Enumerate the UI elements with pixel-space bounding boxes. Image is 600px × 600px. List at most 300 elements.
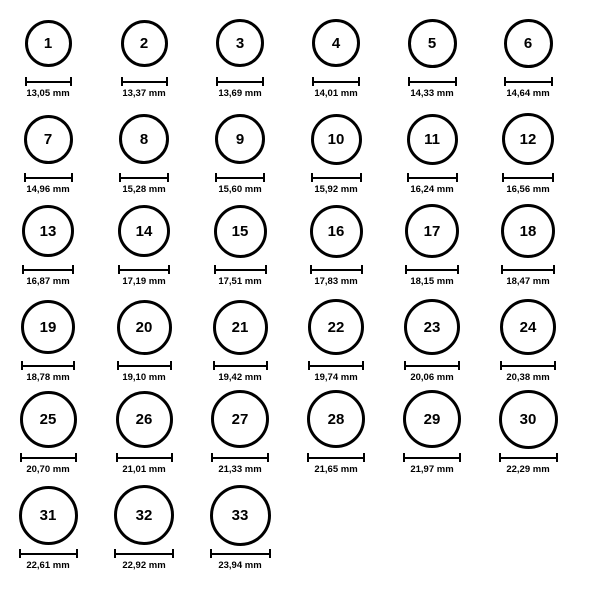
ring-size-cell bbox=[192, 12, 288, 99]
diameter-measure-bar bbox=[404, 361, 460, 370]
diameter-value-label: 21,01 mm bbox=[122, 464, 166, 475]
ring-circle-icon bbox=[210, 485, 271, 546]
ring-circle-wrap bbox=[403, 388, 461, 450]
ring-size-cell bbox=[288, 108, 384, 195]
measure-tick-right bbox=[552, 173, 554, 182]
measure-line bbox=[502, 177, 554, 179]
ring-size-cell bbox=[0, 484, 96, 571]
ring-size-label: 15 bbox=[231, 222, 249, 240]
measure-line bbox=[21, 365, 75, 367]
ring-circle-icon bbox=[407, 114, 458, 165]
ring-circle-icon bbox=[310, 205, 363, 258]
ring-size-cell bbox=[96, 296, 192, 383]
ring-circle-wrap bbox=[24, 108, 73, 170]
ring-size-label: 17 bbox=[423, 222, 441, 240]
measure-tick-left bbox=[213, 361, 215, 370]
diameter-value-label: 15,92 mm bbox=[314, 184, 358, 195]
diameter-value-label: 20,70 mm bbox=[26, 464, 70, 475]
ring-size-label: 25 bbox=[39, 410, 57, 428]
diameter-value-label: 13,05 mm bbox=[26, 88, 70, 99]
diameter-measure-bar bbox=[403, 453, 461, 462]
ring-circle-icon bbox=[21, 300, 75, 354]
ring-size-cell bbox=[288, 296, 384, 383]
ring-size-cell bbox=[192, 200, 288, 287]
ring-circle-icon bbox=[20, 391, 77, 448]
ring-circle-icon bbox=[408, 19, 457, 68]
ring-size-cell bbox=[96, 388, 192, 475]
measure-line bbox=[215, 177, 265, 179]
diameter-value-label: 17,19 mm bbox=[122, 276, 166, 287]
diameter-value-label: 22,29 mm bbox=[506, 464, 550, 475]
ring-circle-icon bbox=[118, 205, 170, 257]
measure-line bbox=[24, 177, 73, 179]
diameter-value-label: 20,06 mm bbox=[410, 372, 454, 383]
ring-size-label: 11 bbox=[424, 130, 440, 148]
measure-line bbox=[19, 553, 78, 555]
diameter-value-label: 18,15 mm bbox=[410, 276, 454, 287]
diameter-measure-bar bbox=[21, 361, 75, 370]
diameter-value-label: 20,38 mm bbox=[506, 372, 550, 383]
measure-tick-right bbox=[263, 173, 265, 182]
diameter-measure-bar bbox=[215, 173, 265, 182]
ring-circle-icon bbox=[114, 485, 174, 545]
diameter-measure-bar bbox=[121, 77, 168, 86]
ring-circle-icon bbox=[19, 486, 78, 545]
diameter-measure-bar bbox=[407, 173, 458, 182]
measure-line bbox=[404, 365, 460, 367]
ring-size-cell bbox=[480, 12, 576, 99]
measure-tick-left bbox=[307, 453, 309, 462]
measure-line bbox=[499, 457, 558, 459]
ring-circle-wrap bbox=[312, 12, 360, 74]
diameter-value-label: 18,47 mm bbox=[506, 276, 550, 287]
measure-line bbox=[211, 457, 269, 459]
measure-tick-left bbox=[408, 77, 410, 86]
ring-size-cell bbox=[384, 108, 480, 195]
ring-circle-wrap bbox=[408, 12, 457, 74]
ring-circle-wrap bbox=[210, 484, 271, 546]
diameter-measure-bar bbox=[308, 361, 364, 370]
ring-size-label: 7 bbox=[43, 130, 53, 148]
ring-size-label: 8 bbox=[139, 130, 149, 148]
diameter-value-label: 22,61 mm bbox=[26, 560, 70, 571]
ring-row bbox=[0, 200, 600, 287]
measure-tick-left bbox=[308, 361, 310, 370]
ring-size-label: 26 bbox=[135, 410, 153, 428]
ring-row bbox=[0, 12, 600, 99]
ring-circle-wrap bbox=[20, 388, 77, 450]
measure-tick-right bbox=[358, 77, 360, 86]
ring-circle-wrap bbox=[308, 296, 364, 358]
ring-size-cell bbox=[96, 484, 192, 571]
ring-circle-wrap bbox=[502, 108, 554, 170]
diameter-value-label: 19,10 mm bbox=[122, 372, 166, 383]
ring-size-cell bbox=[288, 200, 384, 287]
ring-circle-wrap bbox=[114, 484, 174, 546]
ring-row bbox=[0, 296, 600, 383]
ring-size-label: 29 bbox=[423, 410, 441, 428]
measure-tick-right bbox=[554, 361, 556, 370]
diameter-value-label: 15,60 mm bbox=[218, 184, 262, 195]
measure-tick-left bbox=[311, 173, 313, 182]
measure-tick-left bbox=[114, 549, 116, 558]
ring-circle-icon bbox=[405, 204, 459, 258]
ring-size-cell bbox=[384, 388, 480, 475]
ring-circle-icon bbox=[502, 113, 554, 165]
ring-size-cell bbox=[384, 296, 480, 383]
ring-circle-wrap bbox=[215, 108, 265, 170]
ring-size-label: 19 bbox=[39, 318, 57, 336]
diameter-measure-bar bbox=[501, 265, 555, 274]
diameter-measure-bar bbox=[119, 173, 169, 182]
ring-circle-wrap bbox=[213, 296, 268, 358]
diameter-measure-bar bbox=[19, 549, 78, 558]
measure-tick-right bbox=[73, 361, 75, 370]
measure-tick-right bbox=[360, 173, 362, 182]
ring-circle-wrap bbox=[311, 108, 362, 170]
measure-tick-left bbox=[404, 361, 406, 370]
measure-line bbox=[22, 269, 74, 271]
measure-line bbox=[407, 177, 458, 179]
measure-tick-left bbox=[119, 173, 121, 182]
diameter-value-label: 19,42 mm bbox=[218, 372, 262, 383]
ring-size-label: 33 bbox=[231, 506, 249, 524]
ring-size-label: 24 bbox=[519, 318, 537, 336]
ring-row bbox=[0, 484, 600, 571]
measure-line bbox=[213, 365, 268, 367]
diameter-value-label: 16,24 mm bbox=[410, 184, 454, 195]
measure-tick-left bbox=[25, 77, 27, 86]
ring-size-label: 23 bbox=[423, 318, 441, 336]
ring-size-cell bbox=[192, 484, 288, 571]
measure-tick-right bbox=[262, 77, 264, 86]
diameter-measure-bar bbox=[24, 173, 73, 182]
ring-size-cell bbox=[480, 296, 576, 383]
ring-size-cell bbox=[480, 108, 576, 195]
ring-circle-wrap bbox=[211, 388, 269, 450]
diameter-value-label: 18,78 mm bbox=[26, 372, 70, 383]
measure-tick-left bbox=[117, 361, 119, 370]
ring-size-cell bbox=[192, 296, 288, 383]
diameter-value-label: 14,64 mm bbox=[506, 88, 550, 99]
ring-circle-icon bbox=[501, 204, 555, 258]
diameter-value-label: 21,33 mm bbox=[218, 464, 262, 475]
measure-line bbox=[121, 81, 168, 83]
diameter-value-label: 17,83 mm bbox=[314, 276, 358, 287]
measure-tick-left bbox=[501, 265, 503, 274]
diameter-value-label: 13,69 mm bbox=[218, 88, 262, 99]
ring-size-cell bbox=[0, 200, 96, 287]
diameter-value-label: 16,56 mm bbox=[506, 184, 550, 195]
measure-tick-right bbox=[361, 265, 363, 274]
diameter-value-label: 21,97 mm bbox=[410, 464, 454, 475]
ring-circle-wrap bbox=[214, 200, 267, 262]
measure-line bbox=[311, 177, 362, 179]
measure-line bbox=[500, 365, 556, 367]
measure-tick-left bbox=[502, 173, 504, 182]
diameter-value-label: 23,94 mm bbox=[218, 560, 262, 571]
ring-circle-icon bbox=[312, 19, 360, 67]
ring-circle-icon bbox=[121, 20, 168, 67]
diameter-measure-bar bbox=[117, 361, 172, 370]
ring-size-label: 4 bbox=[331, 34, 341, 52]
ring-size-cell bbox=[384, 12, 480, 99]
ring-circle-icon bbox=[117, 300, 172, 355]
ring-size-cell bbox=[192, 108, 288, 195]
measure-tick-left bbox=[500, 361, 502, 370]
measure-tick-left bbox=[211, 453, 213, 462]
measure-tick-right bbox=[269, 549, 271, 558]
diameter-measure-bar bbox=[405, 265, 459, 274]
ring-size-label: 30 bbox=[519, 410, 537, 428]
diameter-measure-bar bbox=[500, 361, 556, 370]
ring-circle-icon bbox=[499, 390, 558, 449]
measure-tick-right bbox=[459, 453, 461, 462]
ring-circle-icon bbox=[308, 299, 364, 355]
measure-line bbox=[116, 457, 173, 459]
ring-circle-wrap bbox=[216, 12, 264, 74]
measure-line bbox=[504, 81, 553, 83]
diameter-measure-bar bbox=[311, 173, 362, 182]
ring-circle-wrap bbox=[504, 12, 553, 74]
ring-circle-icon bbox=[213, 300, 268, 355]
diameter-measure-bar bbox=[502, 173, 554, 182]
ring-circle-icon bbox=[216, 19, 264, 67]
diameter-measure-bar bbox=[210, 549, 271, 558]
ring-circle-icon bbox=[211, 390, 269, 448]
ring-size-label: 14 bbox=[135, 222, 153, 240]
ring-size-label: 3 bbox=[235, 34, 245, 52]
measure-tick-right bbox=[75, 453, 77, 462]
ring-size-label: 18 bbox=[519, 222, 537, 240]
diameter-value-label: 16,87 mm bbox=[26, 276, 70, 287]
ring-size-cell bbox=[288, 12, 384, 99]
diameter-measure-bar bbox=[499, 453, 558, 462]
ring-size-label: 13 bbox=[39, 222, 57, 240]
ring-size-label: 16 bbox=[327, 222, 345, 240]
ring-circle-icon bbox=[22, 205, 74, 257]
measure-line bbox=[214, 269, 267, 271]
measure-tick-left bbox=[499, 453, 501, 462]
diameter-value-label: 14,96 mm bbox=[26, 184, 70, 195]
diameter-measure-bar bbox=[116, 453, 173, 462]
ring-circle-wrap bbox=[116, 388, 173, 450]
diameter-measure-bar bbox=[216, 77, 264, 86]
measure-tick-right bbox=[70, 77, 72, 86]
diameter-measure-bar bbox=[213, 361, 268, 370]
ring-circle-icon bbox=[500, 299, 556, 355]
measure-tick-left bbox=[214, 265, 216, 274]
diameter-value-label: 14,01 mm bbox=[314, 88, 358, 99]
diameter-measure-bar bbox=[312, 77, 360, 86]
ring-circle-wrap bbox=[121, 12, 168, 74]
measure-tick-right bbox=[457, 265, 459, 274]
diameter-measure-bar bbox=[408, 77, 457, 86]
measure-line bbox=[25, 81, 72, 83]
ring-circle-wrap bbox=[117, 296, 172, 358]
ring-size-cell bbox=[384, 200, 480, 287]
ring-circle-icon bbox=[307, 390, 365, 448]
measure-tick-left bbox=[504, 77, 506, 86]
ring-circle-wrap bbox=[22, 200, 74, 262]
ring-size-cell bbox=[288, 388, 384, 475]
measure-tick-left bbox=[216, 77, 218, 86]
ring-size-label: 22 bbox=[327, 318, 345, 336]
measure-tick-right bbox=[72, 265, 74, 274]
measure-tick-left bbox=[20, 453, 22, 462]
measure-tick-right bbox=[71, 173, 73, 182]
diameter-value-label: 17,51 mm bbox=[218, 276, 262, 287]
diameter-value-label: 19,74 mm bbox=[314, 372, 358, 383]
measure-line bbox=[310, 269, 363, 271]
measure-tick-left bbox=[215, 173, 217, 182]
ring-circle-icon bbox=[119, 114, 169, 164]
ring-size-cell bbox=[96, 12, 192, 99]
ring-circle-icon bbox=[403, 390, 461, 448]
ring-circle-wrap bbox=[407, 108, 458, 170]
diameter-value-label: 15,28 mm bbox=[122, 184, 166, 195]
measure-tick-right bbox=[553, 265, 555, 274]
measure-tick-right bbox=[267, 453, 269, 462]
measure-tick-left bbox=[121, 77, 123, 86]
measure-line bbox=[501, 269, 555, 271]
diameter-measure-bar bbox=[22, 265, 74, 274]
ring-circle-icon bbox=[215, 114, 265, 164]
ring-circle-icon bbox=[214, 205, 267, 258]
ring-size-cell bbox=[480, 200, 576, 287]
ring-circle-wrap bbox=[119, 108, 169, 170]
measure-tick-left bbox=[403, 453, 405, 462]
measure-tick-right bbox=[168, 265, 170, 274]
measure-tick-left bbox=[405, 265, 407, 274]
measure-tick-left bbox=[310, 265, 312, 274]
ring-size-label: 20 bbox=[135, 318, 153, 336]
measure-tick-left bbox=[407, 173, 409, 182]
measure-tick-right bbox=[363, 453, 365, 462]
diameter-value-label: 22,92 mm bbox=[122, 560, 166, 571]
measure-tick-left bbox=[118, 265, 120, 274]
ring-size-cell bbox=[192, 388, 288, 475]
ring-circle-wrap bbox=[21, 296, 75, 358]
ring-circle-wrap bbox=[118, 200, 170, 262]
measure-line bbox=[114, 553, 174, 555]
diameter-value-label: 21,65 mm bbox=[314, 464, 358, 475]
ring-size-label: 6 bbox=[523, 34, 533, 52]
ring-circle-wrap bbox=[499, 388, 558, 450]
measure-line bbox=[307, 457, 365, 459]
ring-size-label: 5 bbox=[427, 34, 437, 52]
diameter-measure-bar bbox=[114, 549, 174, 558]
ring-size-label: 28 bbox=[327, 410, 345, 428]
measure-tick-right bbox=[455, 77, 457, 86]
ring-size-cell bbox=[96, 108, 192, 195]
ring-size-cell bbox=[0, 108, 96, 195]
measure-tick-right bbox=[171, 453, 173, 462]
measure-line bbox=[405, 269, 459, 271]
ring-circle-wrap bbox=[25, 12, 72, 74]
diameter-measure-bar bbox=[25, 77, 72, 86]
ring-size-label: 10 bbox=[327, 130, 345, 148]
ring-circle-icon bbox=[404, 299, 460, 355]
ring-circle-wrap bbox=[500, 296, 556, 358]
measure-line bbox=[20, 457, 77, 459]
measure-tick-right bbox=[172, 549, 174, 558]
ring-circle-icon bbox=[24, 115, 73, 164]
ring-size-cell bbox=[96, 200, 192, 287]
measure-line bbox=[403, 457, 461, 459]
measure-line bbox=[119, 177, 169, 179]
diameter-value-label: 14,33 mm bbox=[410, 88, 454, 99]
ring-circle-wrap bbox=[19, 484, 78, 546]
measure-tick-right bbox=[551, 77, 553, 86]
ring-circle-icon bbox=[504, 19, 553, 68]
ring-size-label: 12 bbox=[519, 130, 537, 148]
ring-size-label: 21 bbox=[231, 318, 249, 336]
ring-circle-wrap bbox=[404, 296, 460, 358]
ring-circle-wrap bbox=[405, 200, 459, 262]
measure-line bbox=[210, 553, 271, 555]
ring-circle-wrap bbox=[501, 200, 555, 262]
measure-line bbox=[312, 81, 360, 83]
measure-tick-left bbox=[312, 77, 314, 86]
ring-size-label: 31 bbox=[39, 506, 57, 524]
measure-tick-left bbox=[21, 361, 23, 370]
measure-line bbox=[408, 81, 457, 83]
diameter-measure-bar bbox=[211, 453, 269, 462]
measure-tick-right bbox=[170, 361, 172, 370]
measure-tick-right bbox=[166, 77, 168, 86]
measure-tick-left bbox=[24, 173, 26, 182]
ring-size-label: 32 bbox=[135, 506, 153, 524]
diameter-value-label: 13,37 mm bbox=[122, 88, 166, 99]
measure-tick-right bbox=[167, 173, 169, 182]
measure-line bbox=[308, 365, 364, 367]
measure-tick-right bbox=[265, 265, 267, 274]
measure-tick-right bbox=[556, 453, 558, 462]
ring-row bbox=[0, 108, 600, 195]
measure-tick-right bbox=[76, 549, 78, 558]
diameter-measure-bar bbox=[307, 453, 365, 462]
measure-tick-left bbox=[210, 549, 212, 558]
ring-circle-icon bbox=[311, 114, 362, 165]
ring-size-cell bbox=[0, 388, 96, 475]
ring-size-label: 27 bbox=[231, 410, 249, 428]
measure-tick-left bbox=[19, 549, 21, 558]
ring-circle-icon bbox=[116, 391, 173, 448]
diameter-measure-bar bbox=[504, 77, 553, 86]
measure-tick-right bbox=[362, 361, 364, 370]
diameter-measure-bar bbox=[310, 265, 363, 274]
ring-circle-wrap bbox=[310, 200, 363, 262]
measure-line bbox=[117, 365, 172, 367]
diameter-measure-bar bbox=[214, 265, 267, 274]
measure-tick-left bbox=[116, 453, 118, 462]
diameter-measure-bar bbox=[118, 265, 170, 274]
ring-size-cell bbox=[0, 296, 96, 383]
measure-tick-right bbox=[266, 361, 268, 370]
ring-size-label: 2 bbox=[139, 34, 149, 52]
diameter-measure-bar bbox=[20, 453, 77, 462]
ring-size-label: 1 bbox=[43, 34, 53, 52]
ring-row bbox=[0, 388, 600, 475]
measure-tick-left bbox=[22, 265, 24, 274]
measure-tick-right bbox=[458, 361, 460, 370]
ring-circle-wrap bbox=[307, 388, 365, 450]
measure-line bbox=[216, 81, 264, 83]
measure-line bbox=[118, 269, 170, 271]
ring-size-cell bbox=[0, 12, 96, 99]
ring-circle-icon bbox=[25, 20, 72, 67]
